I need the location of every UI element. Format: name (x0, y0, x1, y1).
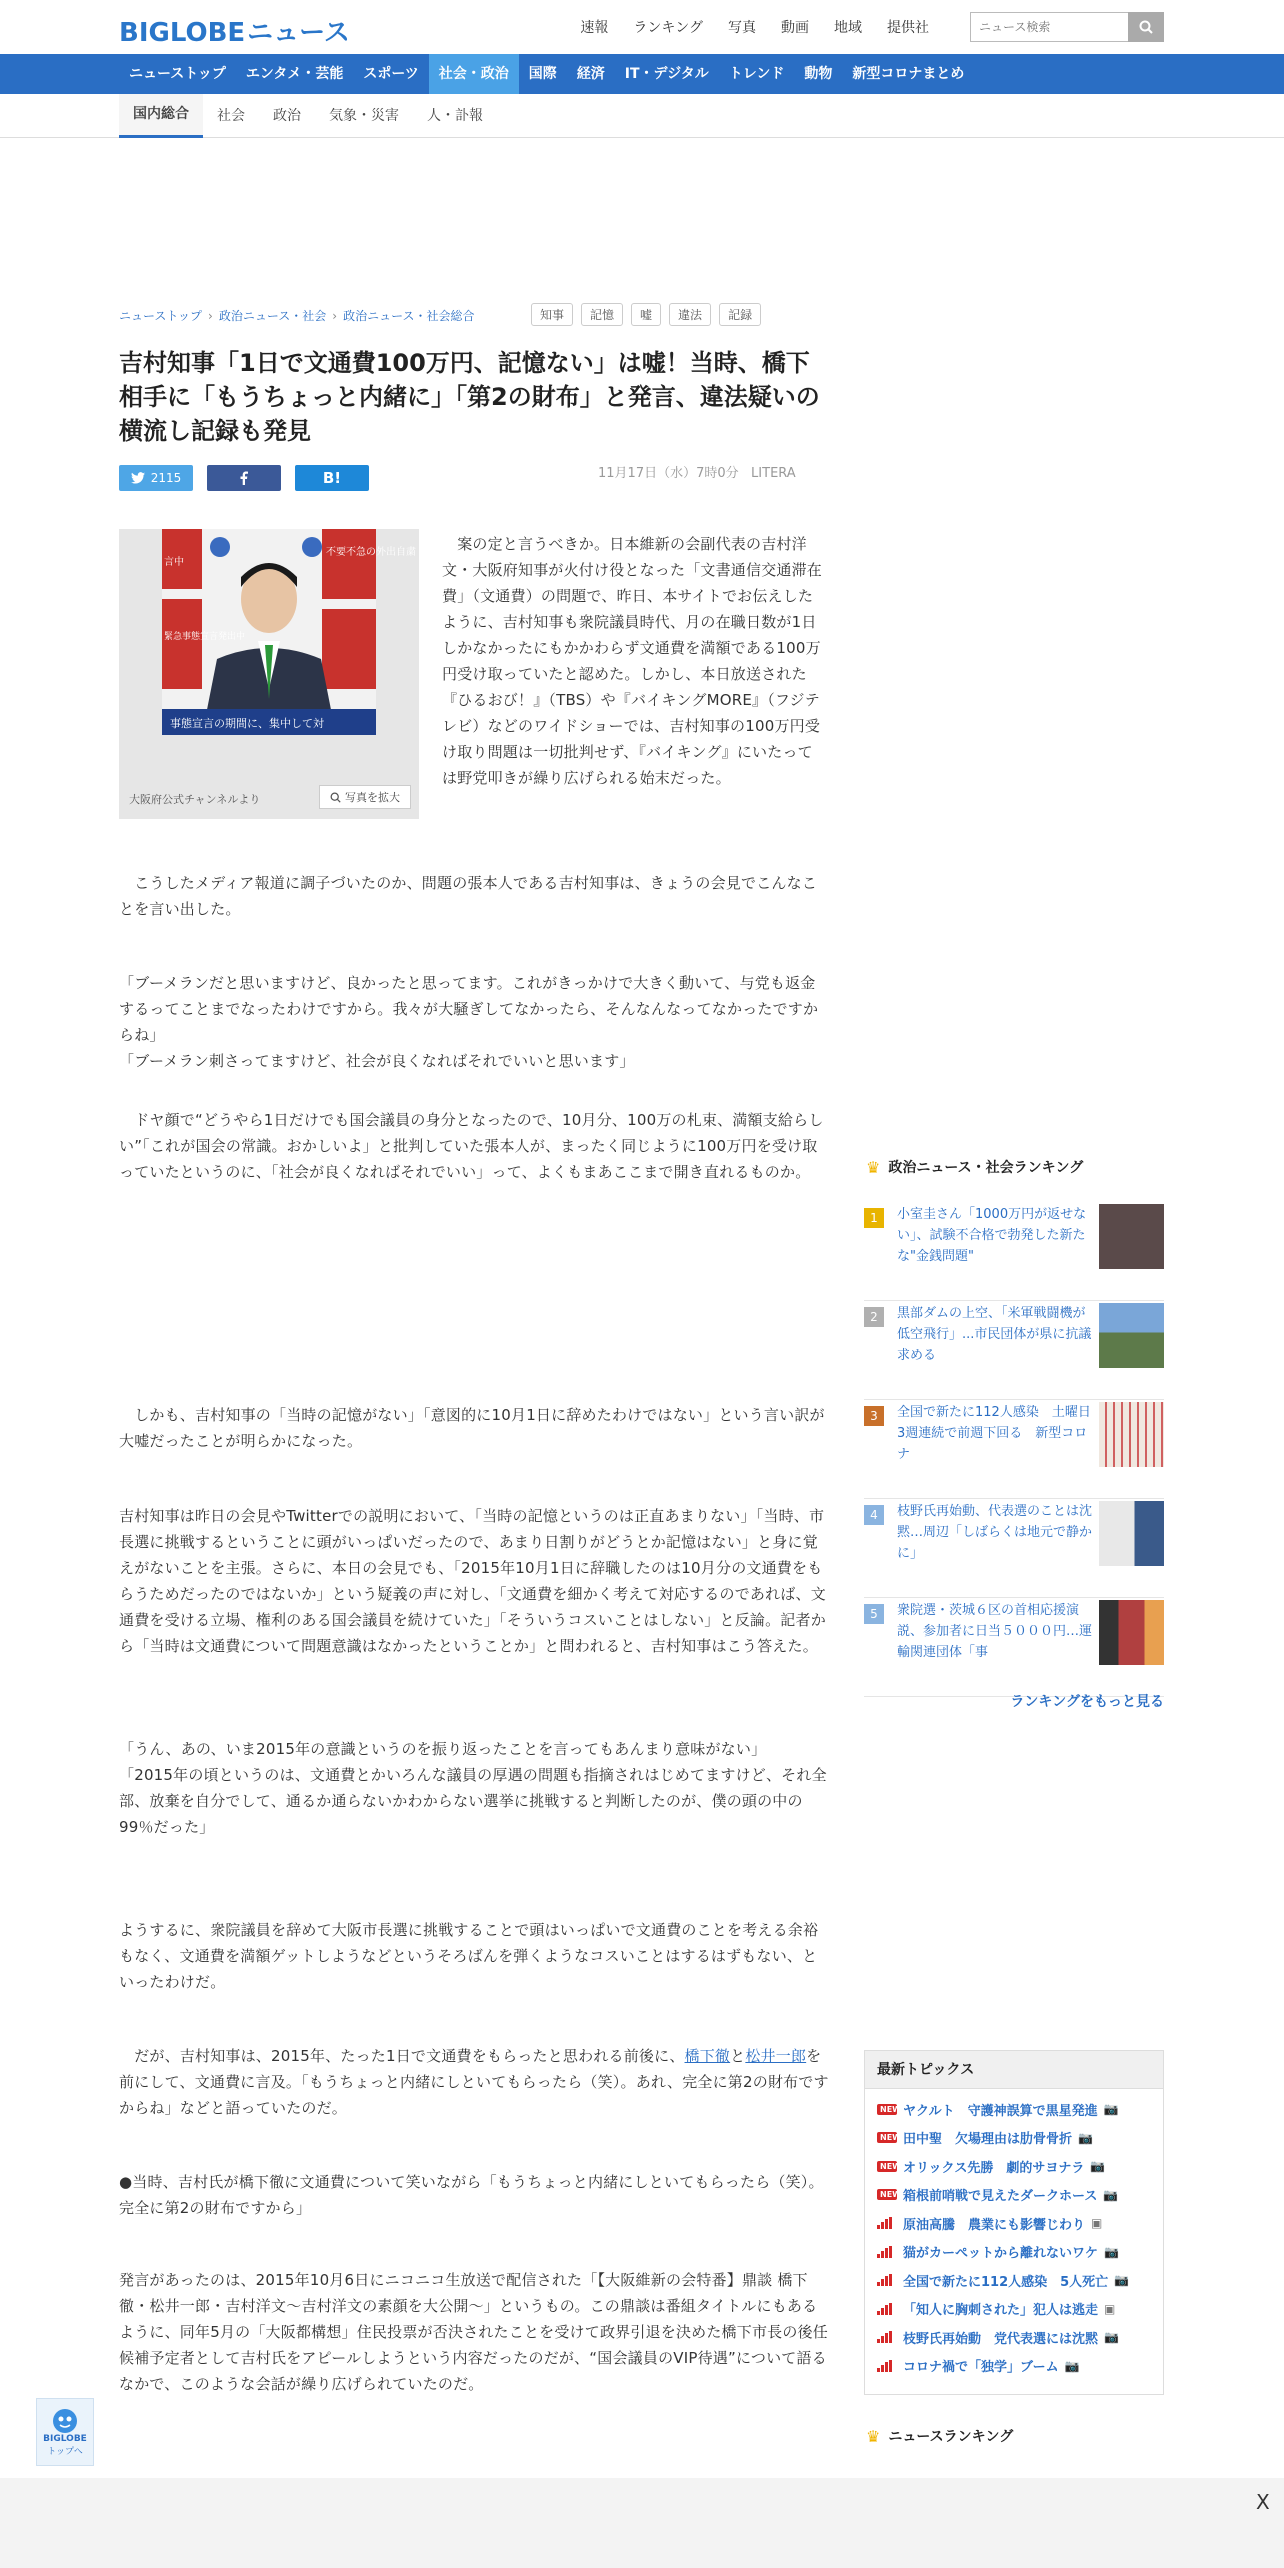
rank-number: 2 (864, 1307, 884, 1327)
zoom-photo-label: 写真を拡大 (345, 791, 400, 804)
breadcrumb (119, 307, 474, 324)
article-subheading: ●当時、吉村氏が橋下徹に文通費について笑いながら「もうちょっと内緒にしといてもらったら（笑）。完全に第2の財布ですから」 (119, 2173, 824, 2217)
social-share-buttons (119, 465, 369, 491)
topic-item[interactable]: 原油高騰 農業にも影響じわり ▣ (865, 2209, 1163, 2238)
nav-sokuho[interactable]: 速報 (580, 20, 609, 36)
trending-bar-icon (877, 2274, 897, 2286)
cat-sports[interactable]: スポーツ (363, 66, 419, 82)
ranking-headline[interactable]: 全国で新たに112人感染 土曜日3週連続で前週下回る 新型コロナ (897, 1405, 1091, 1462)
new-badge: NEW (877, 2161, 897, 2172)
bottom-ad-overlay (0, 2478, 1284, 2568)
subnav-weather[interactable]: 気象・災害 (329, 108, 399, 124)
topic-item[interactable]: 「知人に胸刺された」犯人は逃走 ▣ (865, 2295, 1163, 2324)
ranking-headline[interactable]: 衆院選・茨城６区の首相応援演説、参加者に日当５０００円…運輸関連団体「事 (897, 1603, 1093, 1660)
cat-trend[interactable]: トレンド (728, 66, 785, 82)
ranking-thumbnail[interactable] (1099, 1303, 1164, 1368)
photo-sign-top-left: 言中 (164, 557, 184, 568)
hatena-bookmark-button[interactable]: B! (295, 465, 369, 491)
topic-item[interactable]: コロナ禍で「独学」ブーム 📷 (865, 2352, 1163, 2381)
camera-icon: 📷 (1103, 2187, 1119, 2202)
video-icon: ▣ (1091, 2216, 1103, 2231)
article-photo-box (119, 529, 419, 819)
search-button[interactable] (1128, 12, 1164, 42)
subnav-people[interactable]: 人・訃報 (427, 108, 483, 124)
article-paragraph: こうしたメディア報道に調子づいたのか、問題の張本人である吉村知事は、きょうの会見でこんなことを言い出した。 (119, 874, 818, 918)
ranking-headline[interactable]: 枝野氏再始動、代表選のことは沈黙…周辺「しばらくは地元で静かに」 (897, 1504, 1093, 1561)
facebook-icon (240, 471, 248, 485)
camera-icon: 📷 (1078, 2130, 1093, 2145)
rank-number: 3 (864, 1406, 884, 1426)
video-icon: ▣ (1104, 2301, 1116, 2316)
tag-ihou[interactable]: 違法 (669, 303, 711, 326)
cat-international[interactable]: 国際 (528, 66, 557, 82)
camera-icon: 📷 (1104, 2244, 1119, 2259)
subnav-society[interactable]: 社会 (217, 108, 245, 124)
logo-globe-o: O (185, 18, 208, 48)
new-badge: NEW (877, 2104, 897, 2115)
link-matsui[interactable]: 松井一郎 (745, 2047, 807, 2065)
topic-item[interactable]: NEW 田中聖 欠場理由は肋骨骨折 📷 (865, 2124, 1163, 2153)
ranking-headline[interactable]: 黒部ダムの上空、「米軍戦闘機が低空飛行」...市民団体が県に抗議求める (897, 1306, 1092, 1363)
sub-nav (0, 94, 1284, 138)
latest-topics-box (864, 2050, 1164, 2395)
nav-region[interactable]: 地域 (834, 20, 862, 36)
article-photo[interactable] (162, 529, 416, 735)
article-paragraph: ようするに、衆院議員を辞めて大阪市長選に挑戦することで頭はいっぱいで文通費のことを考える余裕もなく、文通費を満額ゲットしようなどというそろばんを弾くようなコスいことはするはずもない、といったわけだ。 (119, 1921, 819, 1991)
rank-number: 5 (864, 1604, 884, 1624)
article-quote: 「うん、あの、いま2015年の意識というのを振り返ったことを言ってもあんまり意味がない」 「2015年の頃というのは、文通費とかいろんな議員の厚遇の問題も指摘されはじめてますけど、それ全部、放棄を自分でして、通るか通らないかわからない選挙に挑戦すると判断したのが、僕の頭の中の99％だった」 (119, 1740, 827, 1836)
topic-item[interactable]: 猫がカーペットから離れないワケ 📷 (865, 2238, 1163, 2267)
breadcrumb-separator: › (332, 308, 338, 323)
camera-icon: 📷 (1114, 2273, 1130, 2288)
ranking-heading: ♛ 政治ニュース・社会ランキング (866, 1157, 1084, 1177)
twitter-share-button[interactable] (119, 465, 193, 491)
category-bar (0, 54, 1284, 94)
photo-sign-top-right: 不要不急の外出自粛 (326, 547, 416, 558)
cat-covid[interactable]: 新型コロナまとめ (852, 66, 965, 82)
camera-icon: 📷 (1090, 2159, 1106, 2174)
trending-bar-icon (877, 2360, 897, 2372)
search-box (970, 12, 1164, 42)
topics-heading: 最新トピックス (865, 2051, 1163, 2089)
article-paragraph: ドヤ顔で“どうやら1日だけでも国会議員の身分となったので、10月分、100万の札束、満額支給らしい”「これが国会の常識。おかしいよ」と批判していた張本人が、まったく同じように100万円を受け取っていたというのに、「社会が良くなればそれでいい」って、よくもまあここまで開き直れるものか。 (119, 1111, 824, 1181)
twitter-bird-icon (131, 472, 145, 484)
breadcrumb-item[interactable]: 政治ニュース・社会 (218, 309, 327, 323)
trending-bar-icon (877, 2217, 897, 2229)
subnav-domestic[interactable]: 国内総合 (119, 94, 203, 138)
topic-item[interactable]: 枝野氏再始動 党代表選には沈黙 📷 (865, 2323, 1163, 2352)
rank-number: 1 (864, 1208, 884, 1228)
link-hashimoto[interactable]: 橋下徹 (684, 2047, 731, 2065)
photo-illustration (162, 529, 416, 735)
site-header (0, 0, 1284, 54)
camera-icon: 📷 (1064, 2358, 1080, 2373)
ranking-thumbnail[interactable] (1099, 1402, 1164, 1467)
tag-list (531, 303, 761, 326)
tag-kiroku[interactable]: 記録 (719, 303, 761, 326)
article-meta (598, 462, 796, 481)
article-paragraph: 発言があったのは、2015年10月6日にニコニコ生放送で配信された「【大阪維新の会特番】鼎談 橋下徹・松井一郎・吉村洋文〜吉村洋文の素顔を大公開〜」というもの。この鼎談は番組タイトルにもあるように、同年5月の「大阪都構想」住民投票が否決されたことを受けて政界引退を決めた橋下市長の後任候補予定者として吉村氏をアピールしようという内容だったのだが、“国会議員のVIP待遇”について語るなかで、このような会話が繰り広げられていたのだ。 (119, 2271, 828, 2393)
article-paragraph: 吉村知事は昨日の会見やTwitterでの説明において、「当時の記憶というのは正直あまりない」「当時、市長選に挑戦するということに頭がいっぱいだったので、あまり日割りがどうとか記憶はない」と身に覚えがないことを主張。さらに、本日の会見でも、「2015年10月1日に辞職したのは10月分の文通費をもらうためだったのではないか」という疑義の声に対し、「文通費を細かく考えて対応するのであれば、文通費を受ける立場、権利のある国会議員を続けていた」「そういうコスいことはしない」と反論。記者から「当時は文通費について問題意識はなかったということか」と問われると、吉村知事はこう答えた。 (119, 1507, 826, 1655)
article-paragraph: だが、吉村知事は、2015年、たった1日で文通費をもらったと思われる前後に、橋下徹と松井一郎を前にして、文通費に言及。「もうちょっと内緒にしといてもらったら（笑）。あれ、完全に第2の財布ですからね」などと語っていたのだ。 (119, 2047, 829, 2117)
topic-item[interactable]: NEW 箱根前哨戦で見えたダークホース 📷 (865, 2181, 1163, 2210)
biglobe-news-logo[interactable]: BIGLOBEニュース (119, 18, 350, 48)
close-overlay-button[interactable]: X (1256, 2490, 1270, 2514)
cat-it-digital[interactable]: IT・デジタル (624, 66, 709, 82)
crown-icon: ♛ (866, 1157, 881, 1177)
article-date: 11月17日（水）7時0分 (598, 466, 739, 481)
search-icon (1139, 20, 1153, 34)
topic-item[interactable]: NEW オリックス先勝 劇的サヨナラ 📷 (865, 2152, 1163, 2181)
twitter-count: 2115 (150, 471, 182, 485)
tag-uso[interactable]: 嘘 (631, 303, 661, 326)
subnav-politics[interactable]: 政治 (273, 108, 301, 124)
ranking-item[interactable] (864, 1400, 1164, 1499)
cat-society-politics[interactable]: 社会・政治 (429, 54, 519, 94)
ranking-list (864, 1202, 1164, 1697)
crown-icon: ♛ (866, 2426, 881, 2446)
tag-kioku[interactable]: 記憶 (581, 303, 623, 326)
camera-icon: 📷 (1104, 2330, 1119, 2345)
article-quote: 「ブーメランだと思いますけど、良かったと思ってます。これがきっかけで大きく動いて、与党も返金するってことまでなったわけですから。我々が大騒ぎしてなかったら、そんなんなってなかったですからね」 「ブーメラン刺さってますけど、社会が良くなればそれでいいと思います」 (119, 974, 819, 1070)
tag-chiji[interactable]: 知事 (531, 303, 573, 326)
breadcrumb-item[interactable]: 政治ニュース・社会総合 (343, 309, 475, 323)
article-paragraph: 案の定と言うべきか。日本維新の会副代表の吉村洋文・大阪府知事が火付け役となった「文書通信交通滞在費」（文通費）の問題で、昨日、本サイトでお伝えしたように、吉村知事も衆院議員時代、月の在職日数が1日しかなかったにもかかわらず文通費を満額である100万円受け取っていたと認めた。しかし、本日放送された『ひるおび！』（TBS）や『バイキングMORE』（フジテレビ）などのワイドショーでは、吉村知事の100万円受け取り問題は一切批判せず、『バイキング』にいたっては野党叩きが繰り広げられる始末だった。 (442, 535, 823, 787)
search-input[interactable] (970, 12, 1128, 42)
topic-item[interactable]: NEW ヤクルト 守護神誤算で黒星発進 📷 (865, 2095, 1163, 2124)
biglobe-top-button[interactable]: BIGLOBE トップへ (36, 2398, 94, 2466)
ranking-item[interactable] (864, 1499, 1164, 1598)
ranking-thumbnail[interactable] (1099, 1600, 1164, 1665)
nav-providers[interactable]: 提供社 (887, 20, 929, 36)
trending-bar-icon (877, 2331, 897, 2343)
photo-sign-bottom: 事態宣言の期間に、集中して対 (170, 717, 324, 730)
ranking-item[interactable] (864, 1598, 1164, 1697)
ranking-thumbnail[interactable] (1099, 1501, 1164, 1566)
nav-photo[interactable]: 写真 (728, 20, 756, 36)
cat-news-top[interactable]: ニューストップ (129, 66, 226, 82)
ranking-item[interactable] (864, 1301, 1164, 1400)
nav-ranking[interactable]: ランキング (633, 20, 703, 36)
zoom-photo-button[interactable] (319, 785, 411, 809)
ranking-item[interactable] (864, 1202, 1164, 1301)
trending-bar-icon (877, 2246, 897, 2258)
photo-sign-mid-left: 緊急事態宣言発出中 (164, 632, 246, 642)
article-paragraph: しかも、吉村知事の「当時の記憶がない」「意図的に10月1日に辞めたわけではない」という言い訳が大嘘だったことが明らかになった。 (119, 1406, 825, 1450)
topic-item[interactable]: 全国で新たに112人感染 5人死亡 📷 (865, 2266, 1163, 2295)
trending-bar-icon (877, 2303, 897, 2315)
breadcrumb-item[interactable]: ニューストップ (119, 309, 203, 323)
cat-economy[interactable]: 経済 (576, 66, 605, 82)
facebook-share-button[interactable] (207, 465, 281, 491)
camera-icon: 📷 (1103, 2102, 1119, 2117)
photo-caption: 大阪府公式チャンネルより (129, 793, 261, 806)
ranking-more-link[interactable]: ランキングをもっと見る (1010, 1694, 1164, 1710)
ranking-thumbnail[interactable] (1099, 1204, 1164, 1269)
rank-number: 4 (864, 1505, 884, 1525)
top-nav (580, 17, 929, 37)
breadcrumb-separator: › (208, 308, 213, 323)
biglobe-mascot-icon (52, 2408, 78, 2434)
new-badge: NEW (877, 2189, 897, 2200)
cat-animals[interactable]: 動物 (804, 66, 833, 82)
nav-video[interactable]: 動画 (781, 20, 809, 36)
article-title: 吉村知事「1日で文通費100万円、記憶ない」は嘘！当時、橋下相手に「もうちょっと内緒に」「第2の財布」と発言、違法疑いの横流し記録も発見 (119, 349, 820, 445)
ranking-headline[interactable]: 小室圭さん「1000万円が返せない」、試験不合格で勃発した新たな"金銭問題" (897, 1207, 1087, 1264)
article-source[interactable]: LITERA (751, 466, 796, 481)
news-ranking-heading: ♛ ニュースランキング (866, 2426, 1014, 2446)
magnifier-icon (330, 792, 341, 803)
new-badge: NEW (877, 2132, 897, 2143)
cat-entame[interactable]: エンタメ・芸能 (245, 66, 344, 82)
